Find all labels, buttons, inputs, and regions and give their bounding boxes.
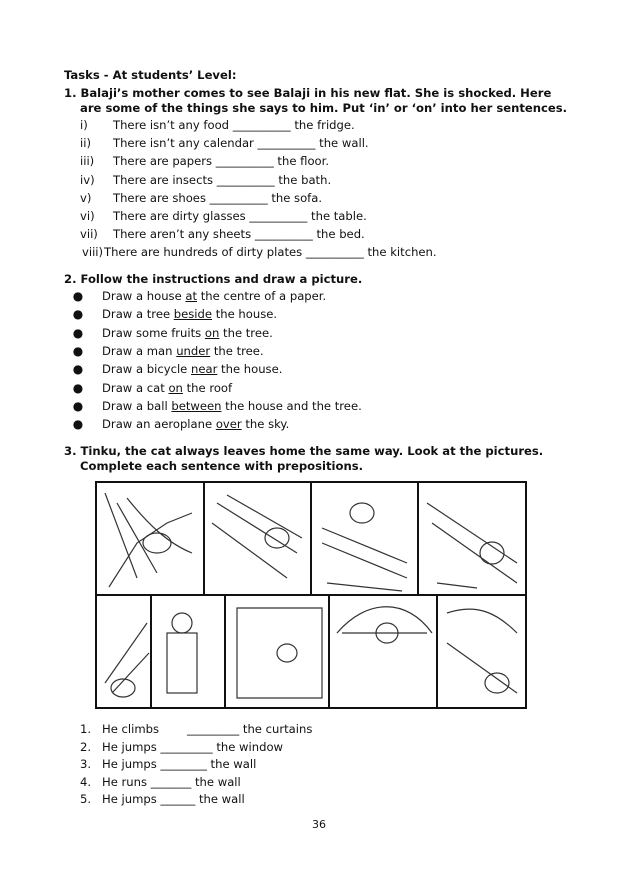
q1-item-number: ii): [80, 136, 91, 151]
q1-item-number: v): [80, 190, 92, 205]
q1-item: [80, 118, 355, 133]
bullet-icon: ●: [72, 380, 84, 395]
bullet-icon: ●: [72, 417, 84, 432]
q1-item-number: viii): [82, 245, 104, 260]
cat-comic-strip: [95, 481, 527, 709]
question-2-heading: 2. Follow the instructions and draw a picture.: [64, 272, 363, 286]
q2-item-preposition: over: [215, 417, 242, 432]
answer-blank: ______: [160, 792, 196, 807]
q2-item: [66, 362, 282, 377]
q2-item-post: the house.: [217, 362, 283, 377]
bullet-icon: ●: [72, 325, 84, 340]
answer-blank: _________: [160, 739, 213, 754]
q2-item-pre: Draw a tree: [102, 307, 174, 322]
q2-item: [66, 307, 277, 322]
q3-answer-pre: He jumps: [102, 792, 161, 807]
q3-answer-post: the window: [212, 739, 284, 754]
bullet-icon: ●: [72, 307, 84, 322]
q1-item-text: There isn’t any calendar __________ the wall.: [113, 136, 369, 151]
comic-illustration: [97, 483, 525, 707]
tasks-heading: Tasks - At students’ Level:: [64, 68, 237, 82]
q2-item-preposition: at: [185, 289, 198, 303]
q2-item-post: the tree.: [210, 343, 264, 358]
q3-answer-number: 4.: [80, 774, 92, 789]
q2-item: [66, 326, 273, 341]
q3-answer-number: 2.: [80, 739, 92, 754]
answer-blank: _________: [187, 722, 240, 736]
bullet-icon: ●: [72, 289, 84, 303]
question-3-line-1: 3. Tinku, the cat always leaves home the same way. Look at the pictures.: [64, 444, 544, 458]
q1-item: [82, 245, 437, 260]
q2-item: [66, 344, 264, 359]
q2-item: [66, 381, 232, 396]
q2-item-pre: Draw a bicycle: [102, 362, 191, 377]
q3-answer: [80, 757, 256, 772]
answer-blank: _______: [150, 774, 192, 789]
q1-item-text: There isn’t any food __________ the fridge.: [113, 118, 355, 132]
answer-blank: ________: [160, 757, 207, 772]
q1-item: [80, 209, 367, 224]
q3-answer-number: 5.: [80, 792, 92, 807]
q1-item: [80, 227, 365, 242]
q3-answer: [80, 792, 245, 807]
question-3-line-2: Complete each sentence with prepositions.: [80, 459, 364, 473]
q3-answer-number: 3.: [80, 757, 92, 772]
q2-item-preposition: near: [191, 362, 218, 377]
q3-answer-pre: He runs: [102, 774, 151, 789]
question-1-line-2: are some of the things she says to him. Put ‘in’ or ‘on’ into her sentences.: [80, 101, 568, 115]
q1-item-number: iii): [80, 154, 95, 169]
q1-item-text: There aren’t any sheets __________ the bed.: [113, 227, 365, 242]
q2-item-pre: Draw an aeroplane: [102, 417, 216, 432]
q2-item: [66, 399, 362, 414]
q1-item-number: i): [80, 118, 88, 132]
page-number: 36: [312, 818, 326, 831]
q2-item-preposition: beside: [173, 307, 213, 322]
q3-answer-post: the wall: [206, 757, 257, 772]
q2-item-post: the tree.: [219, 325, 273, 340]
bullet-icon: ●: [72, 343, 84, 358]
q1-item-number: vi): [80, 209, 95, 223]
q2-item-preposition: between: [171, 398, 222, 413]
q2-item-pre: Draw a cat: [102, 380, 169, 395]
q3-answer: [80, 740, 283, 755]
q1-item: [80, 173, 331, 188]
q1-item-text: There are papers __________ the floor.: [113, 154, 330, 169]
q3-answer-post: the curtains: [239, 722, 313, 736]
q1-item: [80, 154, 329, 169]
q3-answer-post: the wall: [195, 792, 245, 807]
q3-answer: [80, 775, 241, 790]
question-1-line-1: 1. Balaji’s mother comes to see Balaji in his new flat. She is shocked. Here: [64, 86, 552, 100]
q3-answer-number: 1.: [80, 722, 92, 736]
q2-item-pre: Draw a man: [102, 343, 177, 358]
q1-item-text: There are hundreds of dirty plates __________ the kitchen.: [104, 245, 437, 260]
q1-item-text: There are insects __________ the bath.: [113, 172, 332, 187]
q3-answer-pre: He jumps: [102, 757, 161, 772]
q2-item-post: the roof: [182, 380, 233, 395]
q2-item-pre: Draw some fruits: [102, 325, 205, 340]
q1-item-number: iv): [80, 172, 95, 187]
q1-item: [80, 136, 369, 151]
q2-item: [66, 289, 326, 304]
q2-item-pre: Draw a house: [102, 289, 186, 303]
q2-item-preposition: under: [176, 343, 211, 358]
q3-answer-post: the wall: [191, 774, 241, 789]
q2-item-post: the sky.: [241, 417, 290, 432]
q2-item-pre: Draw a ball: [102, 398, 172, 413]
q3-answer: [80, 722, 312, 737]
q1-item-text: There are dirty glasses __________ the table.: [113, 209, 367, 223]
q3-answer-pre: He jumps: [102, 739, 161, 754]
bullet-icon: ●: [72, 398, 84, 413]
q2-item-post: the house and the tree.: [221, 398, 362, 413]
bullet-icon: ●: [72, 362, 84, 377]
q1-item: [80, 191, 322, 206]
q2-item-preposition: on: [204, 325, 220, 340]
q3-answer-pre: He climbs: [102, 722, 160, 736]
q1-item-text: There are shoes __________ the sofa.: [113, 190, 323, 205]
q1-item-number: vii): [80, 227, 98, 242]
q2-item-preposition: on: [168, 380, 183, 395]
q2-item-post: the centre of a paper.: [197, 289, 327, 303]
q2-item-post: the house.: [212, 307, 278, 322]
q2-item: [66, 417, 289, 432]
